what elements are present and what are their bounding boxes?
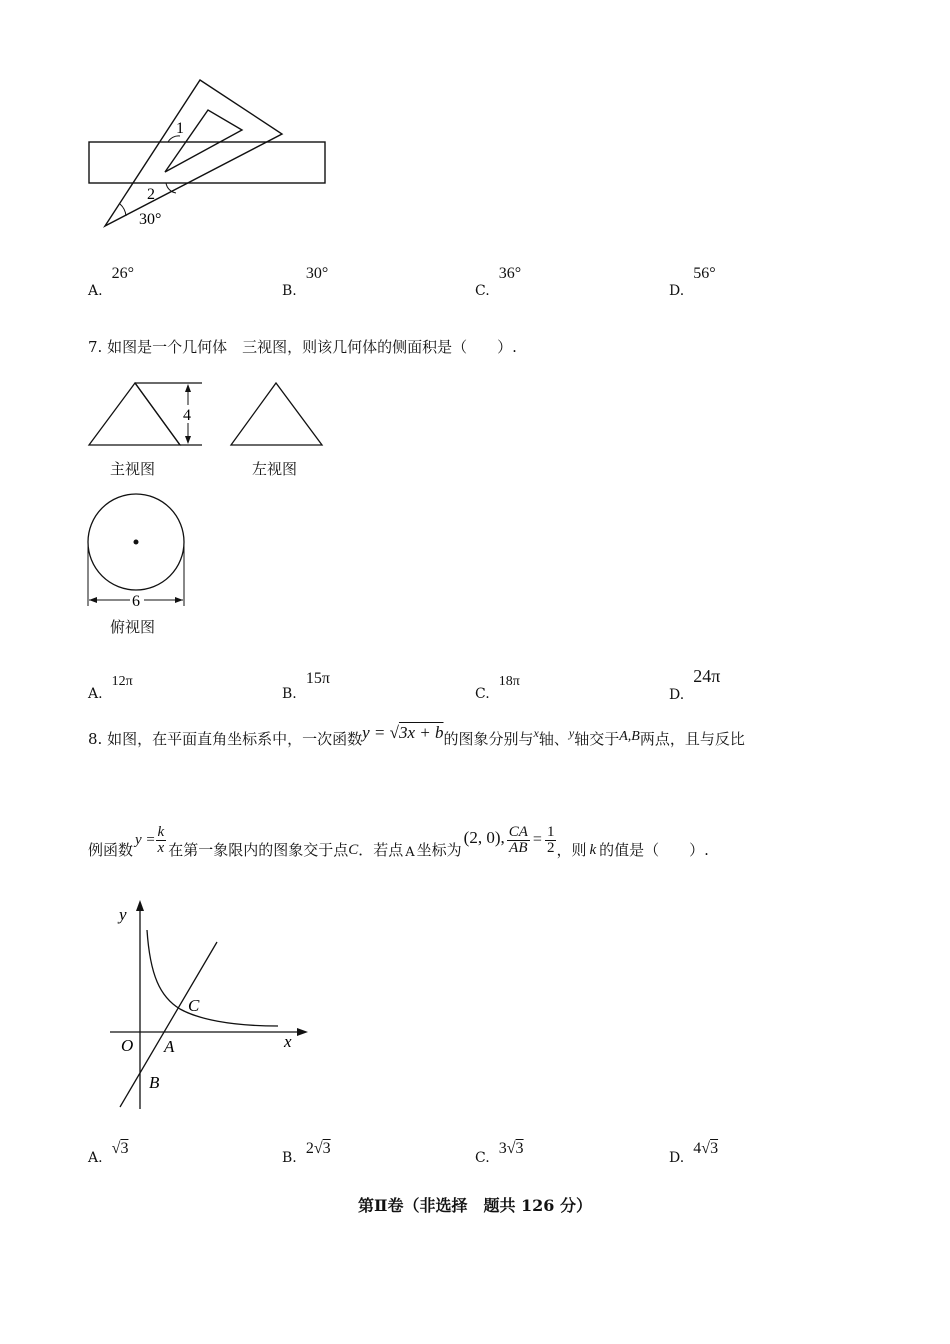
- option-letter: A.: [88, 1150, 103, 1166]
- option-coef: 2: [305, 1140, 314, 1157]
- q8-coord: (2, 0),: [463, 827, 505, 847]
- q8-option-a[interactable]: [88, 1138, 129, 1166]
- q8-point-a-label: A: [405, 844, 415, 860]
- sqrt-sign: √: [389, 723, 399, 742]
- q8-line2: [88, 815, 709, 865]
- angle-2-label: 2: [147, 186, 155, 203]
- q7-option-d[interactable]: [669, 666, 721, 703]
- q8-text-mid3: 轴交于: [574, 730, 620, 748]
- q8-eq-rhs: 3x + b: [398, 723, 444, 742]
- q8-option-b[interactable]: [282, 1138, 331, 1166]
- option-value: 15π: [305, 670, 330, 687]
- option-letter: B.: [282, 686, 297, 702]
- top-view-caption: 俯视图: [110, 618, 156, 636]
- q8-text-mid4: 在第一象限内的图象交于点: [168, 840, 349, 859]
- q7-option-c[interactable]: [475, 670, 520, 702]
- x-axis-arrow: [297, 1028, 308, 1036]
- q6-option-b[interactable]: [282, 263, 329, 299]
- q8-option-c[interactable]: [475, 1138, 524, 1166]
- sqrt-sign: √: [701, 1140, 711, 1157]
- option-value: 26°: [111, 265, 135, 282]
- q8-graph: [100, 895, 320, 1115]
- q7-option-b[interactable]: [282, 668, 330, 702]
- q8-text-mid1: 的图象分别与: [443, 730, 534, 748]
- option-value: 24π: [693, 666, 721, 686]
- option-value: 18π: [498, 674, 520, 689]
- q8-ratio-ca-ab: [507, 825, 530, 856]
- q8-line1: [88, 723, 745, 748]
- frac-num-k: k: [157, 823, 165, 840]
- option-coef: 3: [498, 1140, 507, 1157]
- q8-half: [545, 825, 557, 856]
- q8-text-suffix2: 的值是（ ）.: [599, 840, 709, 859]
- option-letter: D.: [669, 1150, 685, 1166]
- option-letter: D.: [669, 687, 685, 703]
- point-c-label: C: [188, 996, 200, 1015]
- angle-1-label: 1: [176, 120, 184, 137]
- option-radicand: 3: [515, 1140, 524, 1157]
- point-a-label: A: [164, 1037, 175, 1056]
- x-axis-label: x: [284, 1032, 292, 1051]
- option-letter: C.: [475, 283, 490, 299]
- q8-eq-lhs: y =: [362, 723, 390, 742]
- option-letter: B.: [282, 1150, 297, 1166]
- sqrt-sign: √: [111, 1140, 121, 1157]
- ruler-rect: [89, 142, 325, 183]
- q7-question-text: 7. 如图是一个几何体 三视图，则该几何体的侧面积是（ ）.: [88, 338, 517, 356]
- q8-point-c: C: [348, 841, 359, 858]
- q8-text-suffix: 两点，且与反比: [639, 730, 745, 748]
- set-square-outer: [105, 80, 282, 226]
- inverse-function-curve: [147, 930, 278, 1026]
- point-b-label: B: [149, 1073, 160, 1092]
- q8-text-mid7: ，则: [556, 840, 587, 859]
- q8-var-y: y: [568, 726, 575, 740]
- q8-text-prefix2: 例函数: [88, 840, 134, 859]
- q8-text-prefix: 8. 如图，在平面直角坐标系中，一次函数: [88, 730, 363, 748]
- origin-label: O: [121, 1036, 134, 1055]
- q6-option-d[interactable]: [669, 263, 716, 299]
- height-label: 4: [183, 407, 191, 424]
- q6-figure: [80, 70, 340, 240]
- option-letter: B.: [282, 283, 297, 299]
- frac-den-x: x: [157, 839, 165, 856]
- option-value: 36°: [498, 265, 522, 282]
- q8-text-mid6: 坐标为: [416, 840, 462, 859]
- width-label: 6: [132, 593, 140, 610]
- option-letter: D.: [669, 283, 685, 299]
- q8-points-ab: A,B: [619, 729, 640, 744]
- ratio-equals: =: [532, 831, 542, 848]
- ratio-den: AB: [509, 839, 528, 856]
- option-letter: A.: [88, 283, 103, 299]
- option-value: 56°: [693, 265, 716, 282]
- sqrt-sign: √: [506, 1140, 516, 1157]
- option-value: 12π: [111, 674, 133, 689]
- y-axis-arrow: [136, 900, 144, 911]
- q8-text-mid5: ．若点: [358, 840, 404, 859]
- front-view: [89, 383, 202, 445]
- half-num: 1: [546, 823, 555, 840]
- q7-three-views: [80, 372, 340, 642]
- q8-var-k: k: [589, 841, 597, 858]
- option-letter: C.: [475, 1150, 490, 1166]
- linear-function-line: [120, 942, 217, 1107]
- q8-var-x: x: [533, 726, 539, 740]
- y-axis-label: y: [119, 905, 127, 924]
- q7-option-a[interactable]: [88, 670, 133, 702]
- q8-text-mid2: 轴、: [538, 730, 569, 748]
- ratio-num: CA: [508, 823, 528, 840]
- front-view-caption: 主视图: [110, 460, 156, 478]
- option-radicand: 3: [120, 1140, 129, 1157]
- angle-2-arc: [166, 183, 176, 193]
- q6-option-c[interactable]: [475, 263, 522, 299]
- side-view-caption: 左视图: [252, 460, 298, 478]
- q8-frac-lhs: y =: [135, 831, 156, 848]
- option-radicand: 3: [710, 1140, 719, 1157]
- q8-frac-k-over-x: [156, 825, 167, 856]
- q6-option-a[interactable]: [88, 263, 135, 299]
- option-value: 30°: [305, 265, 329, 282]
- q8-option-d[interactable]: [669, 1138, 719, 1166]
- angle-30-arc: [120, 204, 126, 216]
- angle-30-label: 30°: [139, 211, 162, 228]
- half-den: 2: [546, 839, 555, 856]
- option-coef: 4: [693, 1140, 702, 1157]
- sqrt-sign: √: [313, 1140, 323, 1157]
- option-letter: A.: [88, 686, 103, 702]
- section-2-title: 第Ⅱ卷（非选择 题共 126 分）: [357, 1196, 593, 1215]
- option-radicand: 3: [322, 1140, 331, 1157]
- side-view: [231, 383, 322, 445]
- option-letter: C.: [475, 686, 490, 702]
- top-view: [88, 494, 184, 610]
